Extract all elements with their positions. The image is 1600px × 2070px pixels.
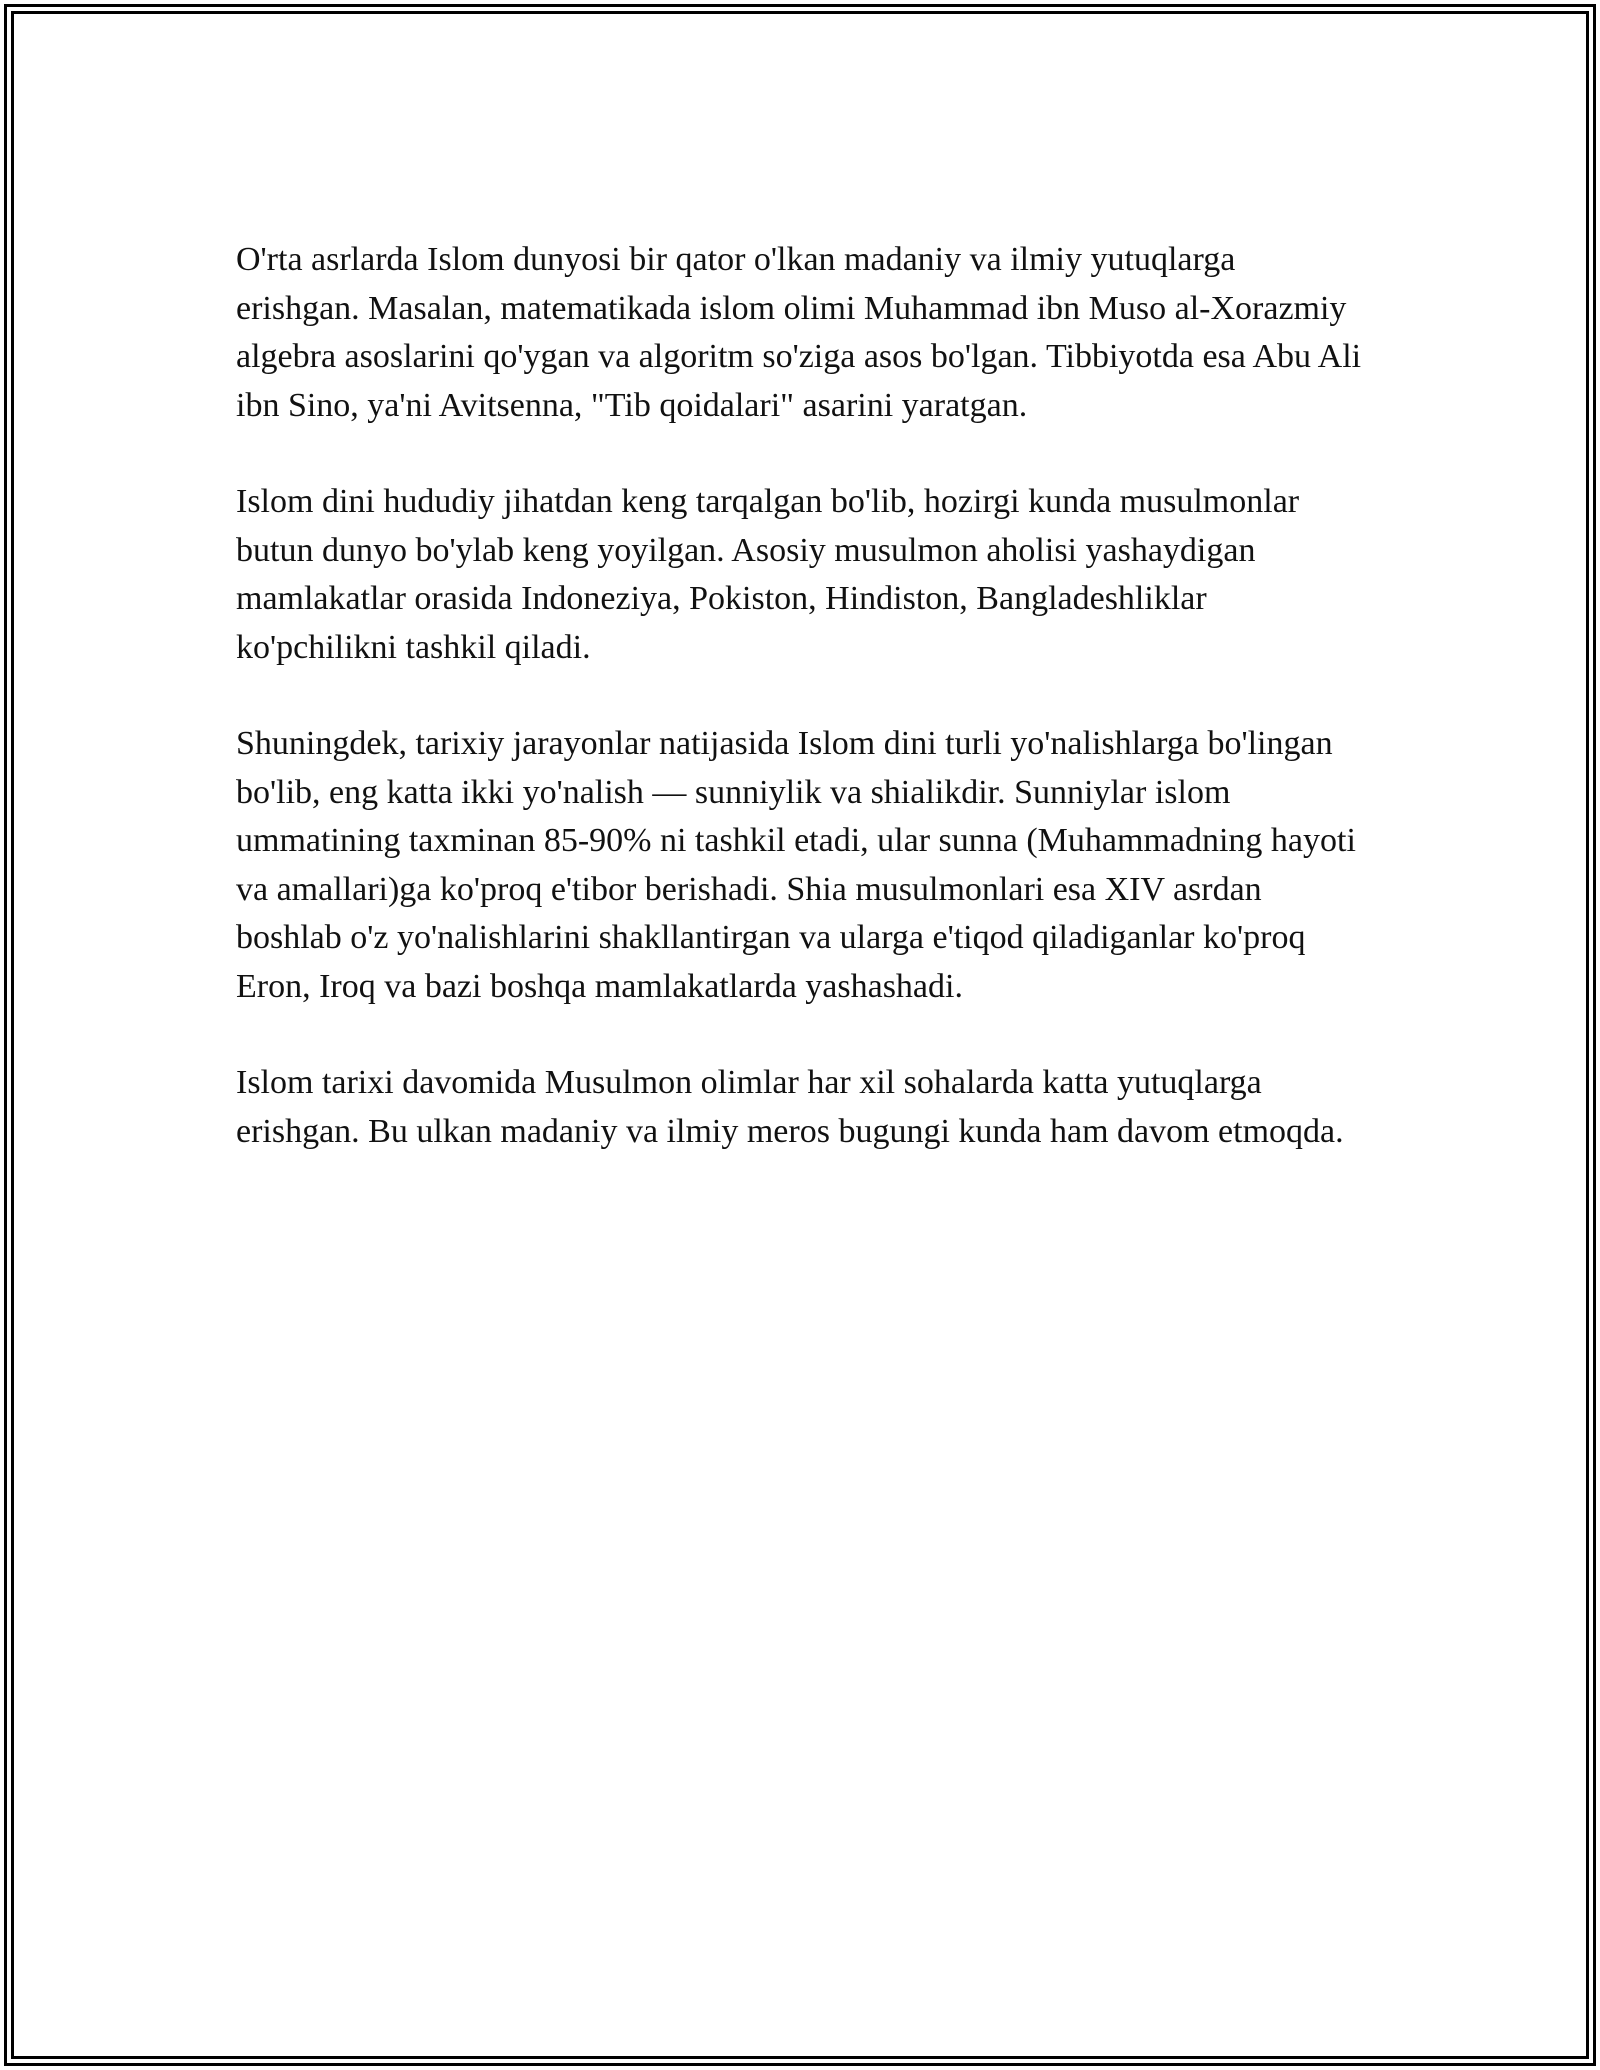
paragraph-medieval-achievements: O'rta asrlarda Islom dunyosi bir qator o'lkan madaniy va ilmiy yutuqlarga erishgan. Masalan, matematikada islom olimi Muhammad ibn Muso al-Xorazmiy algebra asoslarini qo'ygan va algoritm so'ziga asos bo'lgan. Tibbiyotda esa Abu Ali ibn Sino, ya'ni Avitsenna, "Tib qoidalari" asarini yaratgan.	[236, 241, 1362, 424]
paragraph-scholarly-legacy: Islom tarixi davomida Musulmon olimlar har xil sohalarda katta yutuqlarga erishgan. Bu ulkan madaniy va ilmiy meros bugungi kunda ham davom etmoqda.	[236, 1064, 1344, 1150]
document-body	[236, 236, 1366, 1204]
paragraph-sunni-shia-branches: Shuningdek, tarixiy jarayonlar natijasida Islom dini turli yo'nalishlarga bo'lingan bo'lib, eng katta ikki yo'nalish — sunniylik va shialikdir. Sunniylar islom ummatining taxminan 85-90% ni tashkil etadi, ular sunna (Muhammadning hayoti va amallari)ga ko'proq e'tibor berishadi. Shia musulmonlari esa XIV asrdan boshlab o'z yo'nalishlarini shakllantirgan va ularga e'tiqod qiladiganlar ko'proq Eron, Iroq va bazi boshqa mamlakatlarda yashashadi.	[236, 725, 1356, 1005]
paragraph-geographic-spread: Islom dini hududiy jihatdan keng tarqalgan bo'lib, hozirgi kunda musulmonlar butun dunyo bo'ylab keng yoyilgan. Asosiy musulmon aholisi yashaydigan mamlakatlar orasida Indoneziya, Pokiston, Hindiston, Bangladeshliklar ko'pchilikni tashkil qiladi.	[236, 483, 1300, 666]
